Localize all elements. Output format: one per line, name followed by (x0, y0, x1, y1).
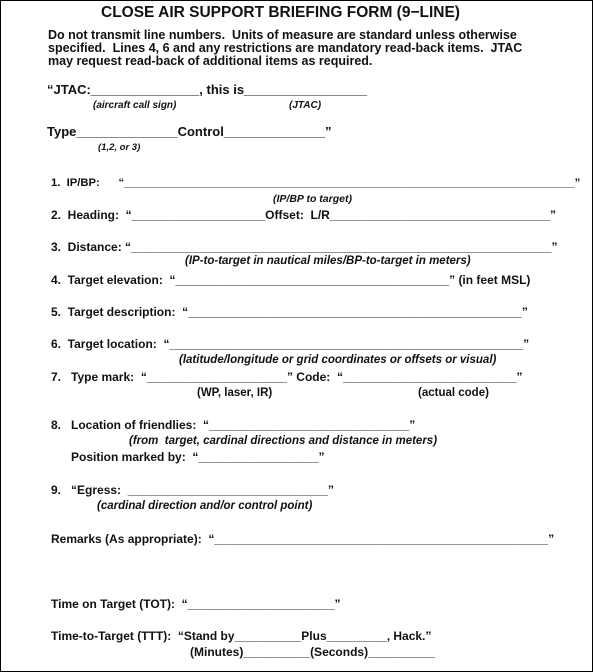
remarks-field[interactable]: Remarks (As appropriate): “__________________________________________________” (51, 532, 555, 546)
line-6-note: (latitude/longitude or grid coordinates or offsets or visual) (179, 354, 497, 366)
type-note: (1,2, or 3) (98, 142, 141, 153)
jtac-note: (JTAC) (289, 100, 322, 111)
jtac-callsign-field[interactable]: “JTAC:_______________, this is_________________ (47, 82, 367, 97)
line-2-heading-offset[interactable]: 2. Heading: “____________________Offset: L/R_________________________________” (51, 208, 557, 222)
intro-line-2: specified. Lines 4, 6 and any restrictions are mandatory read-back items. JTAC (48, 41, 523, 55)
aircraft-callsign-note: (aircraft call sign) (93, 100, 177, 111)
line-3-note: (IP-to-target in nautical miles/BP-to-target in meters) (185, 255, 471, 267)
line-6-target-location[interactable]: 6. Target location: “_____________________________________________________” (51, 337, 530, 351)
line-7-type-mark-code[interactable]: 7. Type mark: “_____________________” Code: “__________________________” (51, 370, 523, 384)
position-marked-by-field[interactable]: Position marked by: “__________________” (71, 450, 325, 464)
intro-line-1: Do not transmit line numbers. Units of measure are standard unless otherwise (48, 28, 517, 42)
time-to-target-units[interactable]: (Minutes)__________(Seconds)__________ (190, 645, 435, 659)
form-title: CLOSE AIR SUPPORT BRIEFING FORM (9−LINE) (101, 4, 460, 21)
line-1-ip-bp[interactable]: 1. IP/BP: “________________________________________________________________________” (51, 177, 581, 189)
type-control-field[interactable]: Type______________Control______________” (47, 124, 332, 139)
line-7-code-note: (actual code) (418, 387, 489, 399)
line-4-target-elevation[interactable]: 4. Target elevation: “_________________________________________” (in feet MSL) (51, 273, 531, 287)
intro-line-3: may request read-back of additional items as required. (48, 54, 373, 68)
line-3-distance[interactable]: 3. Distance: “_______________________________________________________________” (51, 240, 558, 254)
line-9-note: (cardinal direction and/or control point) (97, 500, 313, 512)
line-1-note: (IP/BP to target) (273, 193, 352, 205)
line-8-location-of-friendlies[interactable]: 8. Location of friendlies: “______________________________” (51, 418, 416, 432)
line-7-type-note: (WP, laser, IR) (197, 387, 273, 399)
time-on-target-field[interactable]: Time on Target (TOT): “______________________” (51, 597, 341, 611)
line-5-target-description[interactable]: 5. Target description: “__________________________________________________” (51, 305, 528, 319)
line-8-note: (from target, cardinal directions and distance in meters) (129, 435, 438, 447)
time-to-target-field[interactable]: Time-to-Target (TTT): “Stand by__________Plus_________, Hack.” (51, 629, 432, 643)
line-9-egress[interactable]: 9. “Egress: ______________________________” (51, 483, 334, 497)
